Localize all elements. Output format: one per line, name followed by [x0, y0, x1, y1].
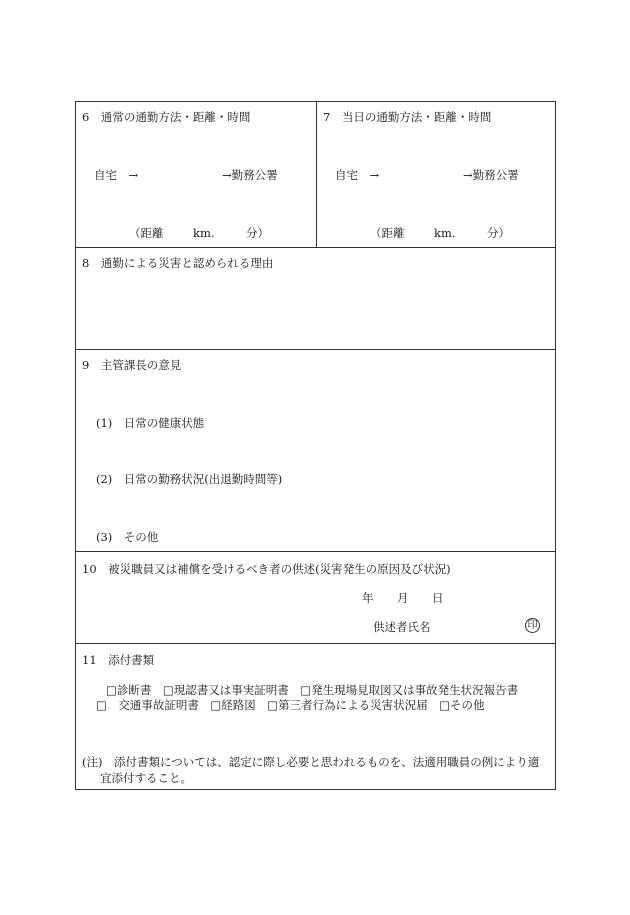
section-6-title: 6 通常の通勤方法・距離・時間 [82, 110, 251, 124]
section-7-title: 7 当日の通勤方法・距離・時間 [323, 110, 492, 124]
section-8-title: 8 通勤による災害と認められる理由 [82, 256, 274, 270]
seal-mark-text: 印 [527, 620, 538, 631]
section-9-title: 9 主管課長の意見 [82, 358, 182, 372]
section-6-usual-commute [76, 102, 316, 247]
date-day: 日 [432, 591, 444, 605]
section-10-title: 10 被災職員又は補償を受けるべき者の供述(災害発生の原因及び状況) [82, 562, 451, 576]
section-11-title: 11 添付書類 [82, 653, 155, 667]
attachments-checklist-line-2: □ 交通事故証明書 □経路図 □第三者行為による災害状況届 □その他 [96, 698, 485, 712]
date-month: 月 [397, 591, 409, 605]
section-6-home: 自宅 → [94, 168, 139, 182]
note-line-1: (注) 添付書類については、認定に際し必要と思われるものを、法適用職員の例により適 [82, 755, 540, 769]
section-6-km-unit: km. [193, 226, 215, 240]
note-line-2: 宜添付すること。 [100, 771, 192, 785]
signer-name-label: 供述者氏名 [373, 620, 431, 634]
section-9-item-other: (3) その他 [96, 530, 159, 544]
seal-mark [525, 618, 540, 633]
row-section-8 [76, 248, 555, 350]
row-section-9 [76, 350, 555, 552]
row-section-10 [76, 552, 555, 644]
section-6-distance-label: （距離 [129, 226, 164, 240]
date-year: 年 [362, 591, 374, 605]
section-7-distance-label: （距離 [370, 226, 405, 240]
section-9-item-health: (1) 日常の健康状態 [96, 416, 205, 430]
section-6-office: →勤務公署 [222, 168, 278, 182]
section-7-minutes-unit: 分） [487, 226, 510, 240]
commute-injury-form [75, 101, 556, 790]
section-7-day-commute [317, 102, 557, 247]
section-7-home: 自宅 → [335, 168, 380, 182]
section-9-item-work: (2) 日常の勤務状況(出退勤時間等) [96, 472, 283, 486]
row-section-11 [76, 644, 555, 790]
attachments-checklist-line-1: □診断書 □現認書又は事実証明書 □発生現場見取図又は事故発生状況報告書 [106, 683, 519, 697]
section-7-office: →勤務公署 [463, 168, 519, 182]
row-commute-method [76, 102, 555, 248]
section-6-minutes-unit: 分） [246, 226, 269, 240]
section-7-km-unit: km. [434, 226, 456, 240]
